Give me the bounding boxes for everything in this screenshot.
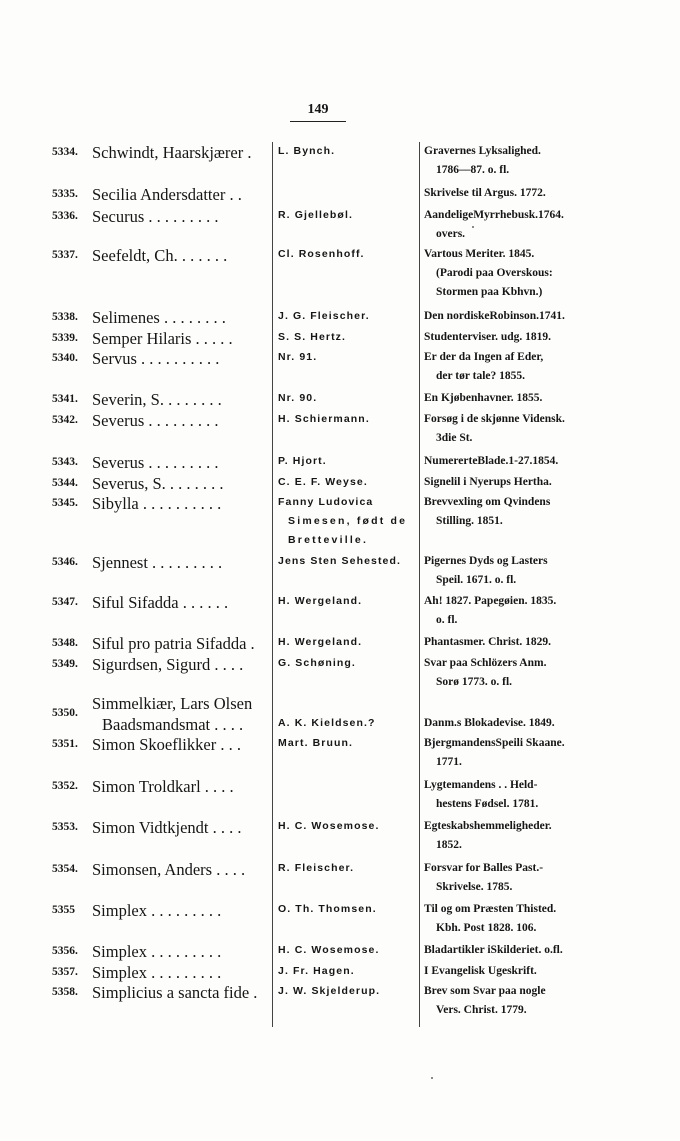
author [278,452,418,471]
work-title-line: Til og om Præsten Thisted. [424,903,557,915]
work-title-line: Stilling. 1851. [436,515,503,527]
work-title [424,493,596,531]
pseudonym [92,654,270,675]
entry-number: 5339. [52,332,78,344]
pseudonym-line: Sigurdsen, Sigurd . . . . [92,655,244,674]
author-line: Simesen, født de [288,515,408,527]
pseudonym-line: Secilia Andersdatter . . [92,185,242,204]
work-title-line: Gravernes Lyksalighed. [424,145,541,157]
work-title-line: Skrivelse. 1785. [436,881,513,893]
pseudonym [92,552,270,573]
print-speck [472,226,474,228]
pseudonym-line: Simplex . . . . . . . . . [92,942,222,961]
pseudonym-line: Severin, S. . . . . . . . [92,390,222,409]
entry-number: 5343. [52,456,78,468]
author [278,962,418,981]
author [278,693,418,733]
author-line: O. Th. Thomsen. [278,903,377,915]
work-title [424,982,596,1020]
author [278,859,418,878]
work-title-line: 1852. [436,839,462,851]
pseudonym-line: Severus, S. . . . . . . . [92,474,224,493]
author-line: H. Wergeland. [278,636,363,648]
author [278,900,418,919]
work-title [424,452,596,471]
pseudonym-line: Simplex . . . . . . . . . [92,963,222,982]
author-line: S. S. Hertz. [278,331,347,343]
author [278,817,418,836]
author [278,348,418,367]
work-title-line: Brev som Svar paa nogle [424,985,546,997]
author [278,307,418,326]
pseudonym-line: Seefeldt, Ch. . . . . . . [92,246,228,265]
pseudonym [92,633,270,654]
work-title-line: Phantasmer. Christ. 1829. [424,636,552,648]
author-line: C. E. F. Weyse. [278,476,368,488]
author-line: Cl. Rosenhoff. [278,248,365,260]
author-line: Mart. Bruun. [278,737,354,749]
work-title-line: hestens Fødsel. 1781. [436,798,539,810]
author-line: J. Fr. Hagen. [278,965,355,977]
author [278,552,418,571]
work-title [424,900,596,938]
author [278,245,418,264]
entry-number: 5345. [52,497,78,509]
pseudonym [92,817,270,838]
pseudonym [92,389,270,410]
work-title-line: (Parodi paa Overskous: [436,267,553,279]
entry-number: 5336. [52,210,78,222]
pseudonym-line: Semper Hilaris . . . . . [92,329,233,348]
column-rule-left [272,142,273,1027]
author [278,473,418,492]
work-title-line: Studenterviser. udg. 1819. [424,331,552,343]
work-title [424,245,596,302]
work-title-line: Pigernes Dyds og Lasters [424,555,548,567]
work-title [424,328,596,347]
work-title-line: 1786—87. o. fl. [436,164,510,176]
print-speck [431,1077,433,1079]
pseudonym [92,452,270,473]
work-title-line: Stormen paa Kbhvn.) [436,286,543,298]
author [278,328,418,347]
author [278,493,418,550]
work-title [424,962,596,981]
author-line: Nr. 90. [278,392,318,404]
pseudonym [92,348,270,369]
author-line: J. G. Fleischer. [278,310,370,322]
pseudonym-line: Selimenes . . . . . . . . [92,308,226,327]
pseudonym [92,776,270,797]
entry-number: 5341. [52,393,78,405]
work-title [424,734,596,772]
work-title [424,307,596,326]
work-title-line: Bladartikler iSkilderiet. o.fl. [424,944,563,956]
pseudonym-line: Simplex . . . . . . . . . [92,901,222,920]
entry-number: 5334. [52,146,78,158]
work-title [424,473,596,492]
pseudonym-line: Severus . . . . . . . . . [92,411,219,430]
author-line: Jens Sten Sehested. [278,555,402,567]
entry-number: 5356. [52,945,78,957]
entry-number: 5349. [52,658,78,670]
work-title-line: Forsvar for Balles Past.- [424,862,544,874]
author-line: J. W. Skjelderup. [278,985,381,997]
author [278,633,418,652]
work-title-line: o. fl. [436,614,458,626]
pseudonym [92,941,270,962]
entry-number: 5350. [52,707,78,719]
entry-number: 5353. [52,821,78,833]
entry-number: 5355 [52,904,75,916]
entry-number: 5352. [52,780,78,792]
author-line: P. Hjort. [278,455,327,467]
pseudonym [92,473,270,494]
pseudonym [92,493,270,514]
entry-number: 5335. [52,188,78,200]
pseudonym [92,328,270,349]
entry-number: 5342. [52,414,78,426]
author-line: H. Wergeland. [278,595,363,607]
author [278,389,418,408]
pseudonym-line: Sibylla . . . . . . . . . . [92,494,222,513]
work-title-line: Brevvexling om Qvindens [424,496,551,508]
work-title-line: 3die St. [436,432,473,444]
work-title-line: Speil. 1671. o. fl. [436,574,517,586]
work-title-line: Lygtemandens . . Held- [424,779,538,791]
entry-number: 5346. [52,556,78,568]
page-number: 149 [290,102,346,122]
work-title [424,206,596,244]
author-line [278,693,418,714]
work-title-line: Skrivelse til Argus. 1772. [424,187,546,199]
pseudonym-line: Simon Skoeflikker . . . [92,735,241,754]
work-title [424,592,596,630]
pseudonym-line: Siful Sifadda . . . . . . [92,593,229,612]
work-title-line: Vartous Meriter. 1845. [424,248,535,260]
pseudonym [92,962,270,983]
author-line: L. Bynch. [278,145,336,157]
work-title-line: Den nordiskeRobinson.1741. [424,310,565,322]
pseudonym [92,307,270,328]
work-title-line: Er der da Ingen af Eder, [424,351,544,363]
author [278,592,418,611]
pseudonym-line: Securus . . . . . . . . . [92,207,219,226]
work-title [424,633,596,652]
author-line: A. K. Kieldsen.? [278,717,376,729]
work-title [424,142,596,180]
work-title-line: AandeligeMyrrhebusk.1764. [424,209,564,221]
pseudonym-line: Sjennest . . . . . . . . . [92,553,223,572]
work-title [424,817,596,855]
author [278,142,418,161]
entry-number: 5338. [52,311,78,323]
work-title-line: Signelil i Nyerups Hertha. [424,476,552,488]
pseudonym [92,859,270,880]
author-line: R. Fleischer. [278,862,355,874]
work-title-line: Forsøg i de skjønne Vidensk. [424,413,565,425]
work-title-line: En Kjøbenhavner. 1855. [424,392,543,404]
pseudonym [92,592,270,613]
work-title [424,184,596,203]
column-rule-right [419,142,420,1027]
work-title-line: BjergmandensSpeili Skaane. [424,737,565,749]
pseudonym-line: Simplicius a sancta fide . [92,983,258,1002]
work-title-line: Danm.s Blokadevise. 1849. [424,717,555,729]
pseudonym-line: Severus . . . . . . . . . [92,453,219,472]
pseudonym-line: Simmelkiær, Lars Olsen [92,694,253,713]
author-line: Bretteville. [288,534,369,546]
author-line: R. Gjellebøl. [278,209,353,221]
work-title [424,389,596,408]
pseudonym [92,245,270,266]
pseudonym-line: Simonsen, Anders . . . . [92,860,246,879]
entry-number: 5357. [52,966,78,978]
work-title [424,654,596,692]
work-title [424,552,596,590]
author-line: Fanny Ludovica [278,496,374,508]
author-line: H. C. Wosemose. [278,820,380,832]
pseudonym [92,142,270,163]
entry-number: 5348. [52,637,78,649]
work-title-line: Egteskabshemmeligheder. [424,820,552,832]
work-title-line: der tør tale? 1855. [436,370,526,382]
work-title [424,941,596,960]
work-title [424,859,596,897]
work-title-line: 1771. [436,756,462,768]
pseudonym-line: Schwindt, Haarskjærer . [92,143,252,162]
work-title [424,410,596,448]
author [278,982,418,1001]
work-title-line: Ah! 1827. Papegøien. 1835. [424,595,557,607]
work-title-line: Sorø 1773. o. fl. [436,676,513,688]
author [278,410,418,429]
work-title [424,693,596,733]
work-title-line: overs. [436,228,466,240]
pseudonym-line: Simon Troldkarl . . . . [92,777,234,796]
work-title-line: Kbh. Post 1828. 106. [436,922,537,934]
author [278,941,418,960]
work-title [424,776,596,814]
author-line: H. Schiermann. [278,413,370,425]
pseudonym [92,693,270,735]
pseudonym-line: Baadsmandsmat . . . . [102,715,244,734]
entry-number: 5340. [52,352,78,364]
pseudonym [92,410,270,431]
entry-number: 5358. [52,986,78,998]
pseudonym-line: Simon Vidtkjendt . . . . [92,818,242,837]
entry-number: 5344. [52,477,78,489]
entry-number: 5347. [52,596,78,608]
work-title-line [424,693,596,714]
author-line: Nr. 91. [278,351,318,363]
entry-number: 5351. [52,738,78,750]
work-title-line: Svar paa Schlözers Anm. [424,657,547,669]
pseudonym [92,184,270,205]
author [278,206,418,225]
entry-number: 5337. [52,249,78,261]
pseudonym [92,206,270,227]
pseudonym-line: Siful pro patria Sifadda . [92,634,255,653]
pseudonym [92,982,270,1003]
author [278,654,418,673]
entry-number: 5354. [52,863,78,875]
pseudonym [92,900,270,921]
pseudonym [92,734,270,755]
work-title-line: I Evangelisk Ugeskrift. [424,965,537,977]
work-title-line: NumererteBlade.1-27.1854. [424,455,559,467]
author-line: G. Schøning. [278,657,356,669]
work-title [424,348,596,386]
author-line: H. C. Wosemose. [278,944,380,956]
work-title-line: Vers. Christ. 1779. [436,1004,527,1016]
pseudonym-line: Servus . . . . . . . . . . [92,349,220,368]
author [278,734,418,753]
